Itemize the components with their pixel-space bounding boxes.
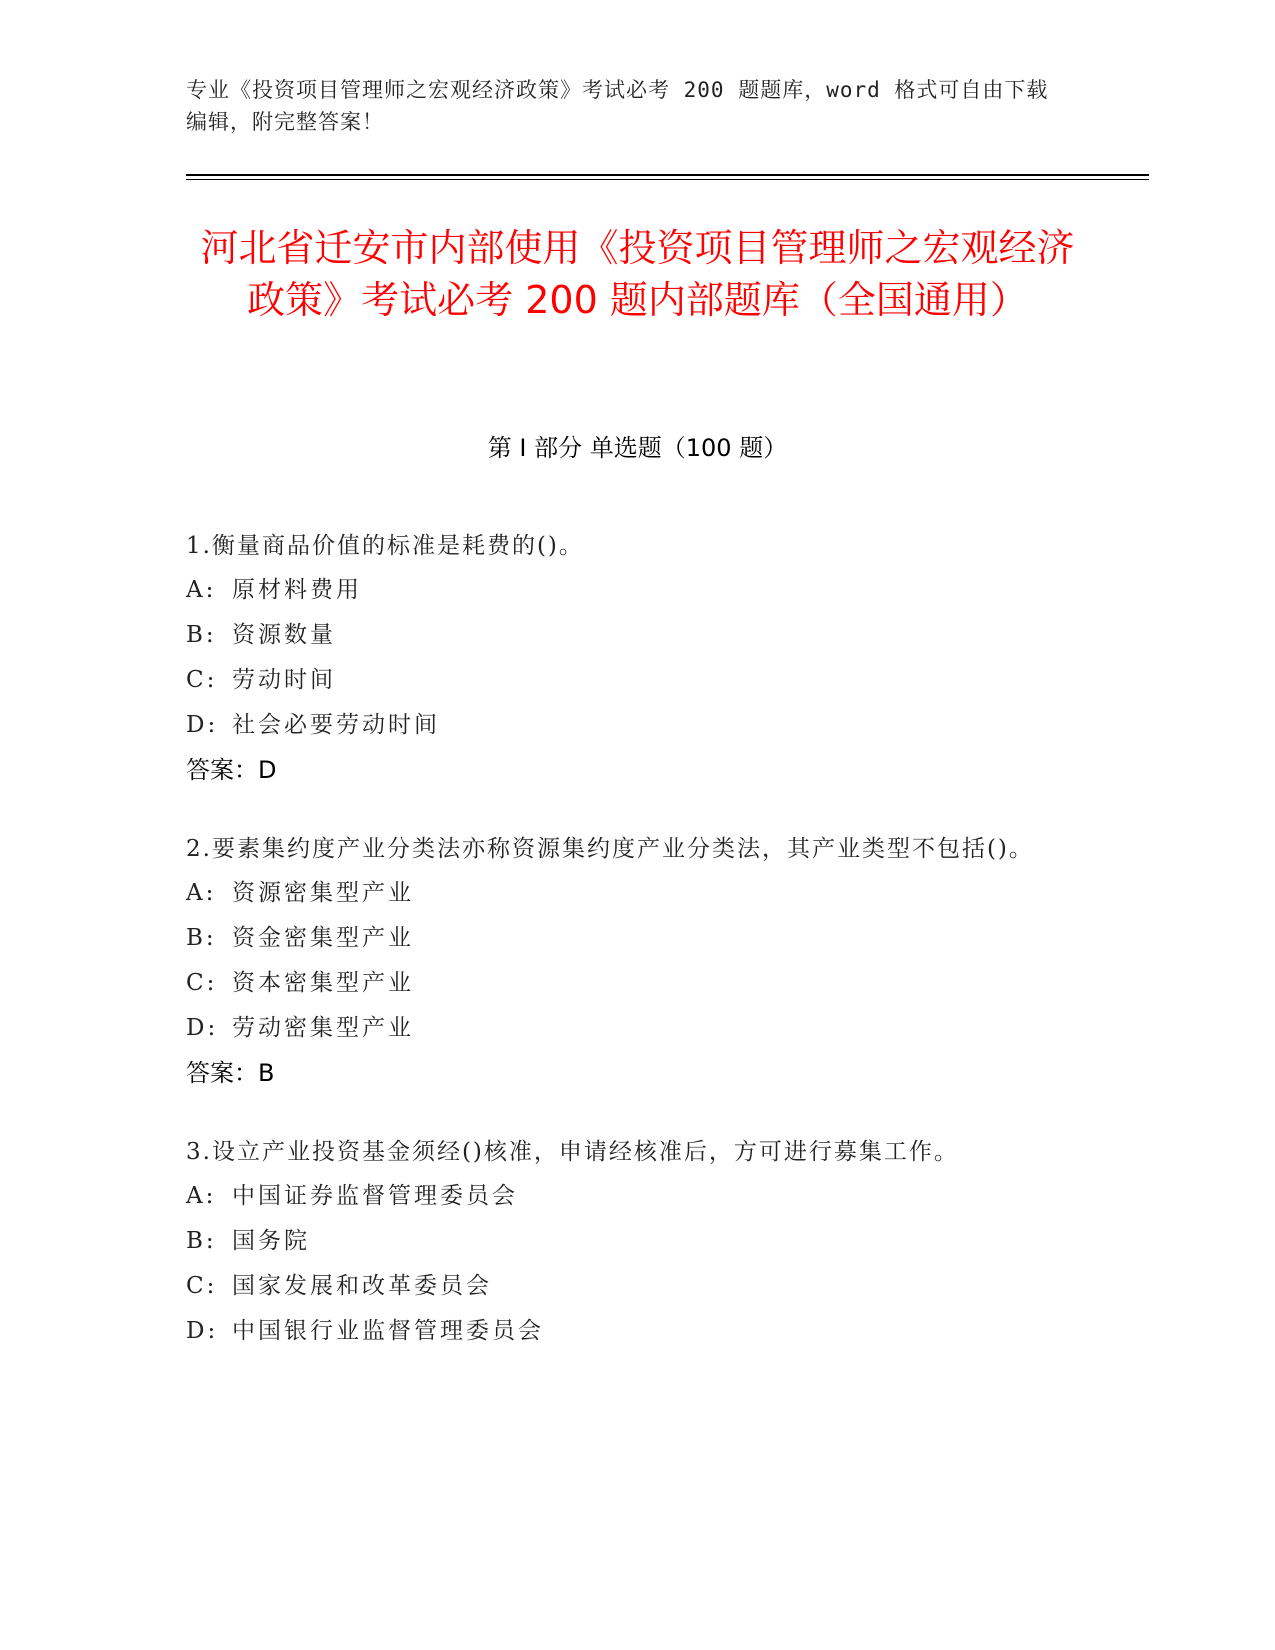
answer-line: 答案：B — [186, 1059, 275, 1087]
question-stem: 3.设立产业投资基金须经()核准，申请经核准后，方可进行募集工作。 — [186, 1139, 959, 1165]
option-d — [186, 1006, 1066, 1051]
option-c — [186, 1264, 1066, 1309]
option-key: A: — [186, 880, 217, 906]
option-text: 资源数量 — [232, 622, 336, 648]
option-key: B: — [186, 1228, 217, 1254]
header-divider-thin — [186, 179, 1149, 180]
option-text: 原材料费用 — [232, 577, 362, 603]
option-key: A: — [186, 577, 217, 603]
option-key: B: — [186, 622, 217, 648]
option-key: D: — [186, 712, 219, 738]
option-text: 劳动时间 — [232, 667, 336, 693]
header-divider — [186, 174, 1149, 176]
question-2 — [186, 827, 1066, 1096]
option-text: 国务院 — [232, 1228, 310, 1254]
option-key: C: — [186, 667, 218, 693]
option-text: 中国证券监督管理委员会 — [232, 1183, 518, 1209]
option-b — [186, 1219, 1066, 1264]
section-title: 第 I 部分 单选题（100 题） — [487, 434, 788, 462]
answer-line: 答案：D — [186, 756, 277, 784]
question-3 — [186, 1130, 1066, 1354]
question-list — [186, 524, 1066, 1388]
option-key: C: — [186, 1273, 218, 1299]
option-text: 资金密集型产业 — [232, 925, 414, 951]
option-key: D: — [186, 1015, 219, 1041]
option-key: C: — [186, 970, 218, 996]
question-stem: 1.衡量商品价值的标准是耗费的()。 — [186, 533, 584, 559]
option-d — [186, 703, 1066, 748]
option-text: 社会必要劳动时间 — [232, 712, 440, 738]
option-b — [186, 916, 1066, 961]
option-key: A: — [186, 1183, 217, 1209]
option-c — [186, 658, 1066, 703]
option-text: 中国银行业监督管理委员会 — [232, 1318, 544, 1344]
question-stem: 2.要素集约度产业分类法亦称资源集约度产业分类法，其产业类型不包括()。 — [186, 836, 1034, 862]
option-text: 资本密集型产业 — [232, 970, 414, 996]
header-note: 专业《投资项目管理师之宏观经济政策》考试必考 200 题题库，word 格式可自由下载编辑，附完整答案！ — [186, 78, 1049, 134]
option-text: 国家发展和改革委员会 — [232, 1273, 492, 1299]
document-title: 河北省迁安市内部使用《投资项目管理师之宏观经济政策》考试必考 200 题内部题库（全国通用） — [200, 226, 1075, 322]
option-d — [186, 1309, 1066, 1354]
option-key: D: — [186, 1318, 219, 1344]
option-a — [186, 871, 1066, 916]
option-text: 资源密集型产业 — [232, 880, 414, 906]
option-a — [186, 568, 1066, 613]
option-a — [186, 1174, 1066, 1219]
question-1 — [186, 524, 1066, 793]
option-c — [186, 961, 1066, 1006]
option-b — [186, 613, 1066, 658]
option-key: B: — [186, 925, 217, 951]
option-text: 劳动密集型产业 — [232, 1015, 414, 1041]
